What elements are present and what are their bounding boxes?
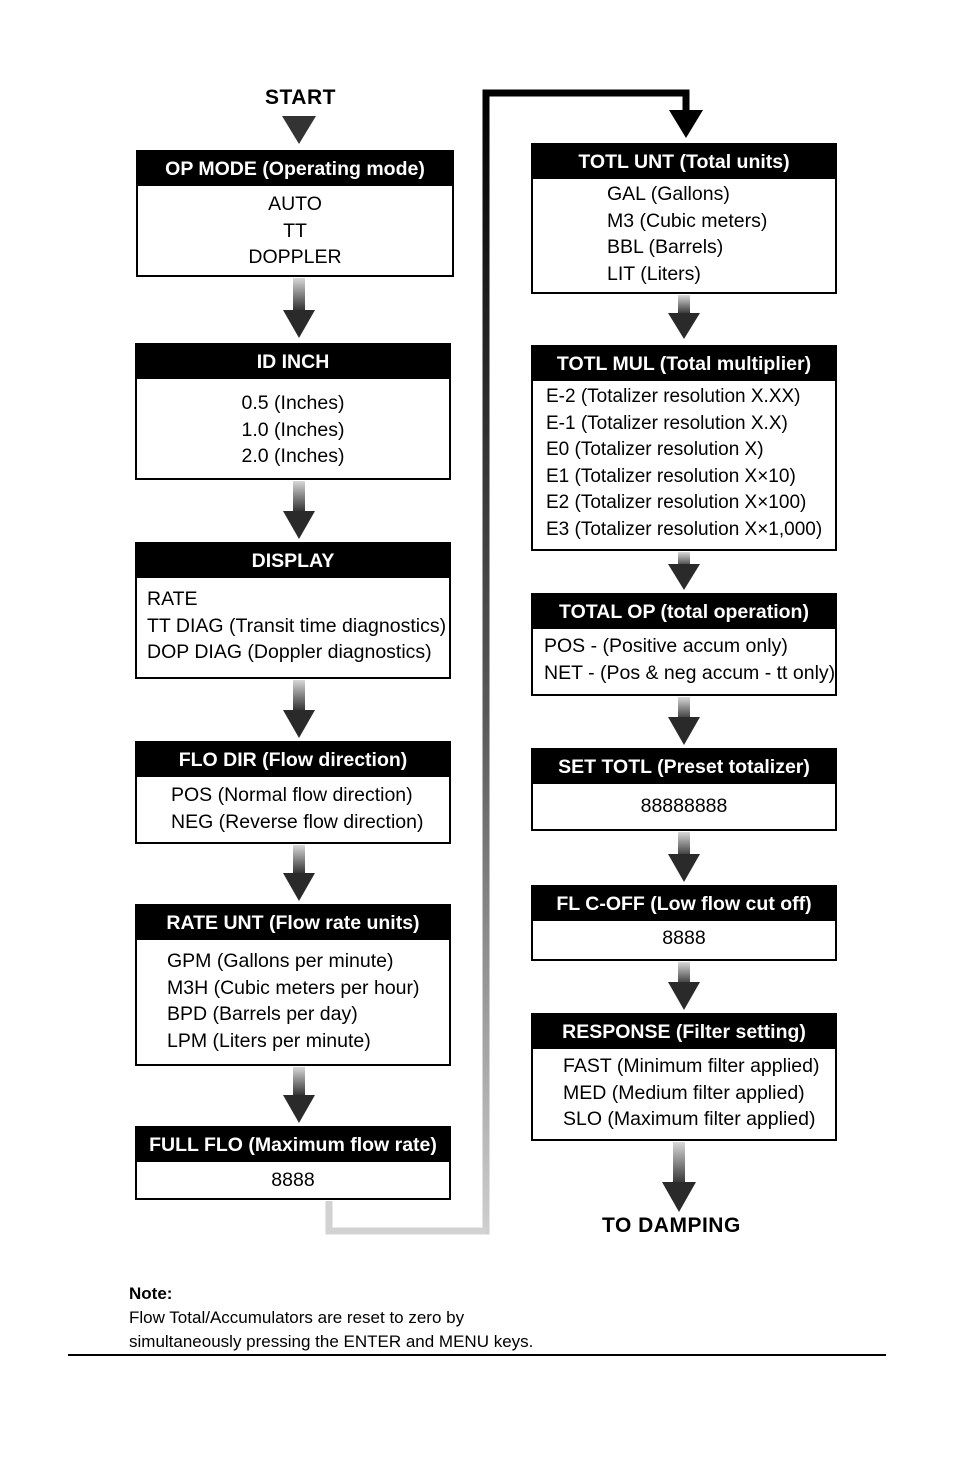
totl-mul-title: TOTL MUL (Total multiplier) (533, 347, 835, 381)
display-option: TT DIAG (Transit time diagnostics) (147, 614, 447, 637)
bottom-rule (68, 1354, 886, 1356)
fl-c-off-box (531, 885, 837, 961)
display-option: RATE (147, 588, 198, 610)
flo-dir-option: NEG (Reverse flow direction) (171, 810, 424, 833)
op-mode-option: DOPPLER (248, 246, 342, 268)
response-option: SLO (Maximum filter applied) (563, 1108, 816, 1130)
id-inch-option: 1.0 (Inches) (241, 418, 345, 441)
op-mode-option: TT (283, 219, 307, 242)
totl-mul-option: E-2 (Totalizer resolution X.XX) (546, 386, 801, 407)
response-option: MED (Medium filter applied) (563, 1081, 805, 1104)
display-option: DOP DIAG (Doppler diagnostics) (147, 641, 432, 663)
id-inch-option: 2.0 (Inches) (241, 445, 345, 467)
full-flo-value: 8888 (271, 1169, 315, 1191)
rate-unt-option: BPD (Barrels per day) (167, 1003, 358, 1025)
fl-c-off-value: 8888 (662, 927, 706, 949)
op-mode-title: OP MODE (Operating mode) (138, 152, 452, 186)
totl-mul-option: E2 (Totalizer resolution X×100) (546, 492, 807, 513)
flow-arrow (668, 697, 700, 747)
totl-unt-option: LIT (Liters) (607, 262, 701, 285)
totl-unt-box (531, 143, 837, 294)
totl-mul-option: E1 (Totalizer resolution X×10) (546, 465, 796, 487)
rate-unt-title: RATE UNT (Flow rate units) (137, 906, 449, 940)
set-totl-title: SET TOTL (Preset totalizer) (533, 750, 835, 784)
set-totl-value: 88888888 (640, 795, 728, 817)
response-option: FAST (Minimum filter applied) (563, 1055, 820, 1077)
totl-unt-title: TOTL UNT (Total units) (533, 145, 835, 179)
flow-arrow-end (662, 1142, 696, 1214)
total-op-box (531, 593, 837, 696)
id-inch-title: ID INCH (137, 345, 449, 379)
flow-arrow (668, 552, 700, 592)
rate-unt-option: LPM (Liters per minute) (167, 1029, 371, 1052)
totl-mul-option: E3 (Totalizer resolution X×1,000) (546, 518, 823, 540)
fl-c-off-title: FL C-OFF (Low flow cut off) (533, 887, 835, 921)
display-title: DISPLAY (137, 544, 449, 578)
total-op-option: POS - (Positive accum only) (544, 635, 788, 657)
start-label: START (265, 86, 336, 109)
totl-unt-option: M3 (Cubic meters) (607, 209, 768, 232)
totl-unt-option: GAL (Gallons) (607, 183, 730, 205)
note-title: Note: (129, 1284, 173, 1303)
totl-mul-box (531, 345, 837, 551)
rate-unt-option: GPM (Gallons per minute) (167, 950, 394, 972)
op-mode-option: AUTO (268, 193, 322, 215)
note-line: simultaneously pressing the ENTER and MENU keys. (129, 1332, 534, 1351)
total-op-option: NET - (Pos & neg accum - tt only) (544, 661, 836, 684)
flo-dir-title: FLO DIR (Flow direction) (137, 743, 449, 777)
flo-dir-option: POS (Normal flow direction) (171, 784, 413, 806)
set-totl-box (531, 748, 837, 831)
totl-mul-option: E0 (Totalizer resolution X) (546, 439, 764, 460)
full-flo-title: FULL FLO (Maximum flow rate) (137, 1128, 449, 1162)
end-label: TO DAMPING (602, 1214, 741, 1237)
flow-arrow (668, 962, 700, 1012)
totl-mul-option: E-1 (Totalizer resolution X.X) (546, 412, 788, 434)
flow-arrow (668, 295, 700, 341)
total-op-title: TOTAL OP (total operation) (533, 595, 835, 629)
response-box (531, 1013, 837, 1141)
response-title: RESPONSE (Filter setting) (533, 1015, 835, 1049)
totl-unt-option: BBL (Barrels) (607, 236, 724, 258)
id-inch-option: 0.5 (Inches) (241, 392, 345, 414)
note (129, 1282, 533, 1354)
note-line: Flow Total/Accumulators are reset to zero by (129, 1308, 465, 1327)
rate-unt-option: M3H (Cubic meters per hour) (167, 976, 420, 999)
flow-arrow (668, 832, 700, 884)
